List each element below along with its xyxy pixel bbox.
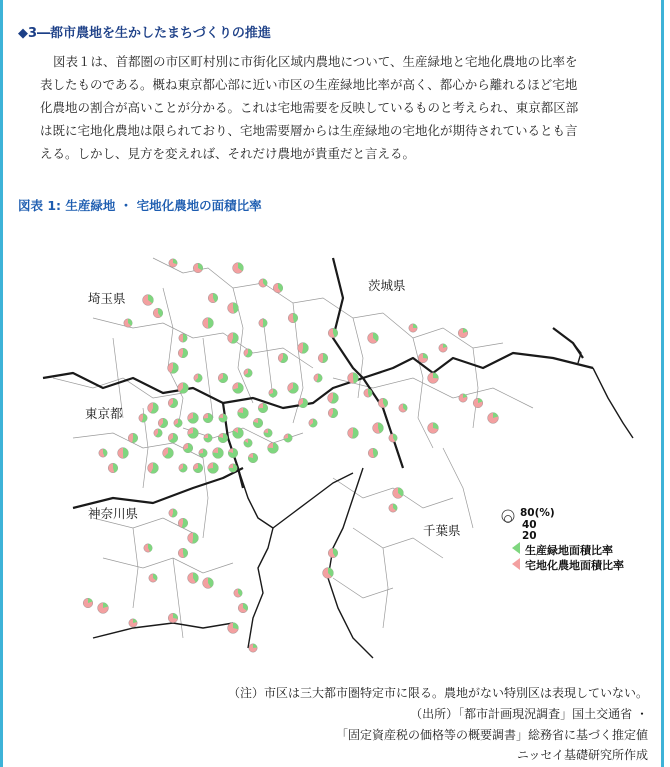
pie-marker-slice [263, 319, 267, 327]
label-ibaraki: 茨城県 [368, 278, 406, 293]
legend-pink-label: 宅地化農地面積比率 [525, 559, 624, 572]
pie-marker-slice [123, 448, 128, 459]
figure-title: 図表 1: 生産緑地 ・ 宅地化農地の面積比率 [18, 198, 262, 213]
legend-scale-circle-large [502, 510, 514, 522]
pie-marker-slice [352, 428, 358, 439]
map-svg [33, 228, 641, 668]
legend-scale-20: 20 [522, 530, 537, 542]
pie-marker-slice [423, 353, 428, 358]
section-heading: ◆3―都市農地を生かしたまちづくりの推進 [18, 26, 271, 41]
legend-scale-40: 40 [522, 519, 537, 531]
legend-pink-swatch [512, 558, 520, 570]
pie-markers [83, 259, 498, 652]
pie-marker-slice [183, 548, 188, 557]
legend-scale-80: 80(%) [520, 507, 555, 519]
paragraph-line: 化農地の割合が高いことが分かる。これは宅地需要を反映しているものと考えられ、東京都区部 [40, 100, 579, 115]
pie-marker-slice [433, 373, 438, 379]
pie-marker-slice [208, 318, 213, 329]
pie-marker-slice [132, 433, 138, 443]
paragraph-line: 表したものである。概ね東京都心部に近い市区の生産緑地比率が高く、都心から離れるほど宅地 [40, 77, 578, 92]
legend-green-swatch [512, 542, 520, 554]
author-credit: ニッセイ基礎研究所作成 [516, 748, 648, 762]
source-line-2: 「固定資産税の価格等の概要調書」総務省に基づく推定値 [335, 728, 648, 742]
paragraph-line: 図表１は、首都圏の市区町村別に市街化区域内農地について、生産緑地と宅地化農地の比率を [53, 54, 578, 69]
pie-marker-slice [253, 644, 257, 648]
pie-marker-slice [173, 613, 178, 619]
label-chiba: 千葉県 [423, 523, 461, 538]
body-paragraph [40, 50, 640, 165]
legend-scale-circle-small [505, 516, 512, 523]
footnote: （注）市区は三大都市圏特定市に限る。農地がない特別区は表現していない。 [227, 686, 648, 700]
map-legend [502, 507, 624, 572]
pie-marker-slice [323, 353, 328, 363]
pie-marker-slice [293, 313, 298, 322]
label-saitama: 埼玉県 [88, 291, 126, 306]
legend-green-label: 生産緑地面積比率 [525, 544, 613, 557]
pie-marker-slice [413, 324, 417, 328]
label-tokyo: 東京都 [85, 406, 123, 421]
source-line-1: （出所）「都市計画現況調査」国土交通省 ・ [410, 707, 648, 721]
pie-marker-slice [353, 373, 358, 384]
paragraph-line: える。しかし、見方を変えれば、それだけ農地が貴重だと言える。 [40, 146, 416, 161]
pie-marker-slice [192, 533, 198, 544]
label-kanagawa: 神奈川県 [88, 506, 139, 521]
map-figure [33, 228, 641, 668]
paragraph-line: は既に宅地化農地は限られており、宅地需要層からは生産緑地の宅地化が期待されているとも言 [40, 123, 578, 138]
